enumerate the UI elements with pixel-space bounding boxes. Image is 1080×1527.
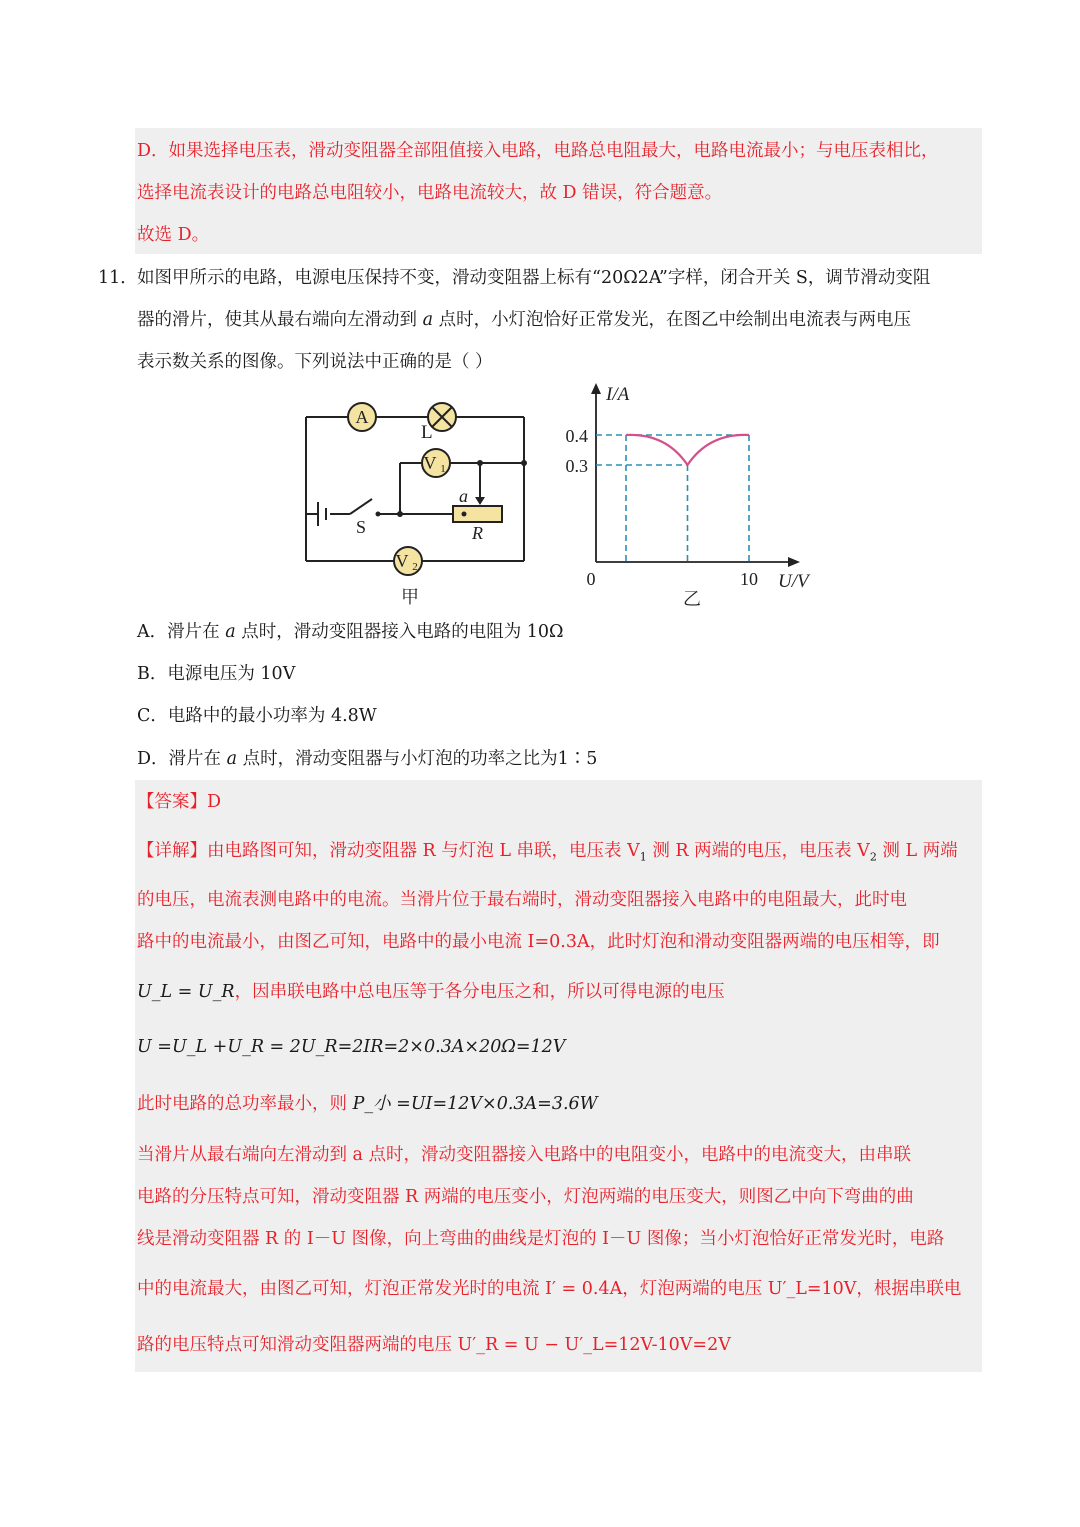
- x-tick-label-10: 10: [740, 569, 758, 589]
- detail-line5-text: 此时电路的总功率最小，则: [137, 1094, 353, 1114]
- voltmeter1-subscript: 1: [440, 463, 446, 475]
- x-axis-arrow: [788, 557, 800, 567]
- y-axis-arrow: [591, 383, 601, 394]
- lamp-curve: [688, 435, 750, 465]
- detail-line4: [137, 980, 725, 1004]
- question-line2: [137, 308, 911, 332]
- equation-source-voltage: U =U_L +U_R = 2U_R=2IR=2×0.3A×20Ω=12V: [137, 1037, 566, 1057]
- iu-graph: [550, 380, 830, 610]
- detail-v2-subscript: 2: [869, 850, 877, 864]
- option-a-point: a: [225, 622, 236, 642]
- lamp-label: L: [421, 422, 433, 443]
- equation-min-power: P_小 =UI=12V×0.3A=3.6W: [352, 1094, 598, 1114]
- prev-answer-line2: 选择电流表设计的电路总电阻较小，电路电流较大，故 D 错误，符合题意。: [137, 183, 723, 203]
- prev-answer-line1: D．如果选择电压表，滑动变阻器全部阻值接入电路，电路总电阻最大，电路电流最小；与电压表相比，: [137, 141, 939, 161]
- detail-line1-b: 测 R 两端的电压，电压表 V: [646, 841, 870, 861]
- detail-line9: 中的电流最大，由图乙可知，灯泡正常发光时的电流 I′ = 0.4A，灯泡两端的电压 U′_L=10V，根据串联电: [137, 1279, 962, 1299]
- option-a-start: A．滑片在: [137, 622, 226, 642]
- voltmeter2-label: V: [395, 551, 409, 571]
- detail-line5: [137, 1092, 598, 1116]
- switch-label: S: [356, 517, 367, 537]
- y-axis-label: I/A: [606, 384, 630, 405]
- voltmeter2-subscript: 2: [412, 561, 418, 573]
- question-line1: 如图甲所示的电路，电源电压保持不变，滑动变阻器上标有“20Ω2A”字样，闭合开关 S，调节滑动变阻: [137, 268, 931, 288]
- slider-label: a: [459, 486, 468, 506]
- x-axis-label: U/V: [778, 571, 809, 592]
- option-d-end: 点时，滑动变阻器与小灯泡的功率之比为1∶5: [237, 749, 598, 769]
- origin-label: 0: [586, 569, 596, 589]
- rheostat-curve: [626, 435, 688, 465]
- formula-ul-ur: U_L = U_R: [137, 982, 235, 1002]
- ammeter-label: A: [355, 407, 369, 427]
- option-b[interactable]: B．电源电压为 10V: [137, 664, 296, 684]
- detail-line3: 路中的电流最小，由图乙可知，电路中的最小电流 I=0.3A，此时灯泡和滑动变阻器两端的电压相等，即: [137, 932, 940, 952]
- detail-line6: 当滑片从最右端向左滑动到 a 点时，滑动变阻器接入电路中的电阻变小，电路中的电流变大，由串联: [137, 1145, 912, 1165]
- detail-line4-text: ，因串联电路中总电压等于各分电压之和，所以可得电源的电压: [234, 982, 725, 1002]
- detail-v1-subscript: 1: [639, 850, 647, 864]
- question-number: 11．: [98, 268, 138, 288]
- detail-line1: [137, 839, 958, 870]
- option-d-point: a: [226, 749, 238, 769]
- detail-line1-a: 由电路图可知，滑动变阻器 R 与灯泡 L 串联，电压表 V: [207, 841, 640, 861]
- detail-line10: 路的电压特点可知滑动变阻器两端的电压 U′_R = U − U′_L=12V-10V=2V: [137, 1335, 731, 1355]
- resistor-label: R: [472, 523, 483, 543]
- prev-answer-line3: 故选 D。: [137, 225, 210, 245]
- detail-line8: 线是滑动变阻器 R 的 I－U 图像，向上弯曲的曲线是灯泡的 I－U 图像；当小灯泡恰好正常发光时，电路: [137, 1229, 945, 1249]
- y-tick-label-0.4: 0.4: [565, 426, 588, 446]
- option-d[interactable]: [137, 747, 597, 771]
- circuit-caption: 甲: [401, 587, 419, 607]
- circuit-diagram: [290, 385, 540, 615]
- option-d-start: D．滑片在: [137, 749, 227, 769]
- detail-line2: 的电压，电流表测电路中的电流。当滑片位于最右端时，滑动变阻器接入电路中的电阻最大，此时电: [137, 890, 907, 910]
- question-line2-end: 点时，小灯泡恰好正常发光，在图乙中绘制出电流表与两电压: [433, 310, 912, 330]
- y-tick-label-0.3: 0.3: [565, 456, 588, 476]
- option-c[interactable]: C．电路中的最小功率为 4.8W: [137, 706, 377, 726]
- option-a[interactable]: [137, 620, 564, 644]
- voltmeter1-label: V: [423, 453, 437, 473]
- graph-caption: 乙: [683, 589, 701, 609]
- question-line3: 表示数关系的图像。下列说法中正确的是（ ）: [137, 352, 493, 372]
- question-line2-start: 器的滑片，使其从最右端向左滑动到: [137, 310, 423, 330]
- option-a-end: 点时，滑动变阻器接入电路的电阻为 10Ω: [235, 622, 564, 642]
- answer-label: 【答案】D: [137, 792, 222, 812]
- slider-point-label: a: [422, 310, 433, 330]
- detail-line1-c: 测 L 两端: [876, 841, 958, 861]
- detail-line7: 电路的分压特点可知，滑动变阻器 R 两端的电压变小，灯泡两端的电压变大，则图乙中向下弯曲的曲: [137, 1187, 914, 1207]
- detail-tag: 【详解】: [137, 841, 207, 861]
